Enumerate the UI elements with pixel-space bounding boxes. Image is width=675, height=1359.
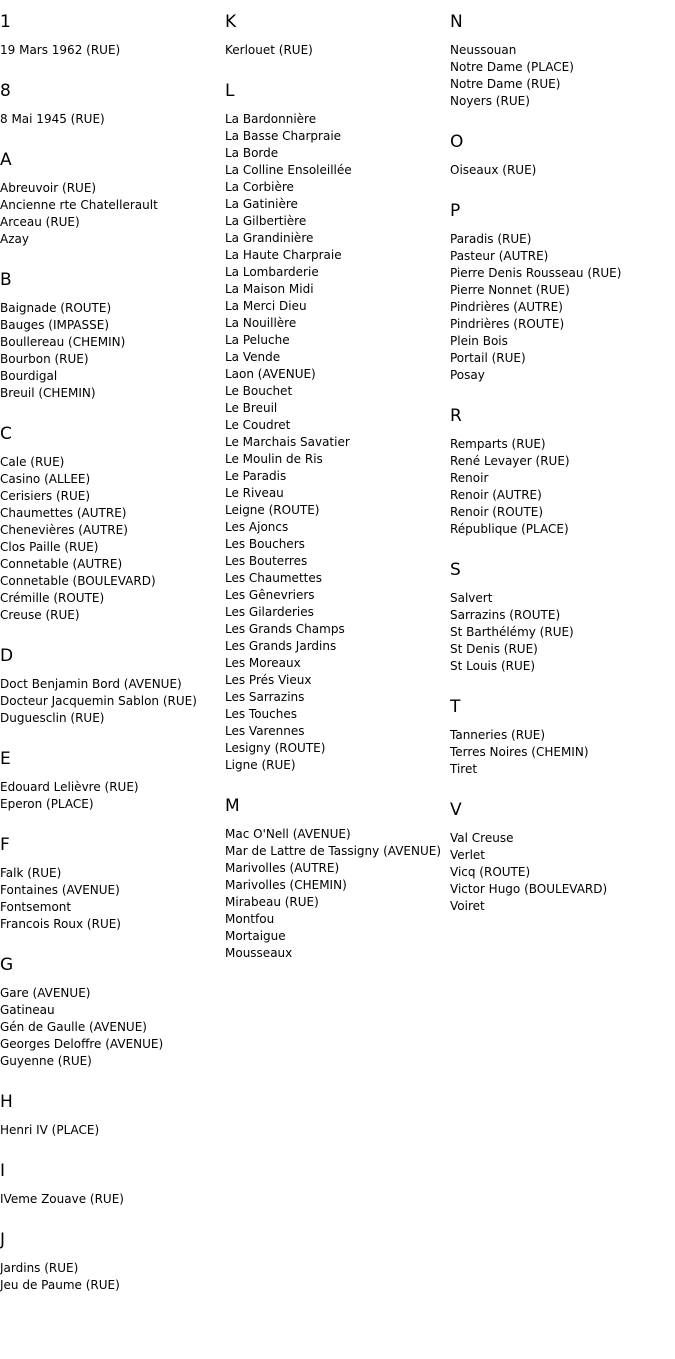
letter-group [0,81,225,128]
street-link[interactable]: Arceau (RUE) [0,215,80,229]
street-link[interactable]: Marivolles (CHEMIN) [225,878,347,892]
street-link[interactable]: Remparts (RUE) [450,437,546,451]
street-link[interactable]: Le Riveau [225,486,284,500]
street-link[interactable]: Gén de Gaulle (AVENUE) [0,1020,147,1034]
letter-group [0,150,225,248]
street-link[interactable]: Les Chaumettes [225,571,322,585]
street-link[interactable]: Posay [450,368,485,382]
letter-group [225,12,450,59]
street-list [0,111,225,128]
letter-group [450,406,675,538]
street-link[interactable]: Tanneries (RUE) [450,728,546,742]
street-list [450,590,675,675]
street-link[interactable]: La Bardonnière [225,112,317,126]
street-index-column-3 [450,0,675,937]
street-link[interactable]: Mar de Lattre de Tassigny (AVENUE) [225,844,442,858]
street-link[interactable]: Fontsemont [0,900,72,914]
street-link[interactable]: Docteur Jacquemin Sablon (RUE) [0,694,197,708]
street-link[interactable]: Breuil (CHEMIN) [0,386,96,400]
street-link[interactable]: Pasteur (AUTRE) [450,249,549,263]
letter-group [450,12,675,110]
street-link[interactable]: Kerlouet (RUE) [225,43,313,57]
street-link[interactable]: La Gatinière [225,197,298,211]
letter-group [450,800,675,915]
street-list [450,162,675,179]
street-link[interactable]: Verlet [450,848,486,862]
letter-group [0,1161,225,1208]
street-list [0,180,225,248]
street-link[interactable]: Edouard Lelièvre (RUE) [0,780,139,794]
street-link[interactable]: Noyers (RUE) [450,94,530,108]
street-link[interactable]: La Peluche [225,333,290,347]
letter-heading: F [0,835,10,855]
street-link[interactable]: Les Ajoncs [225,520,289,534]
street-list [0,676,225,727]
letter-heading: L [225,81,235,101]
street-link[interactable]: Ligne (RUE) [225,758,296,772]
street-link[interactable]: Pierre Denis Rousseau (RUE) [450,266,622,280]
street-list [0,1122,225,1139]
street-link[interactable]: Bourdigal [0,369,58,383]
street-link[interactable]: Voiret [450,899,485,913]
letter-group [0,955,225,1070]
letter-heading: N [450,12,463,32]
letter-group [0,1230,225,1294]
street-link[interactable]: La Gilbertière [225,214,307,228]
street-link[interactable]: Les Sarrazins [225,690,305,704]
street-link[interactable]: La Merci Dieu [225,299,307,313]
letter-group [450,697,675,778]
street-link[interactable]: Doct Benjamin Bord (AVENUE) [0,677,182,691]
street-link[interactable]: Victor Hugo (BOULEVARD) [450,882,608,896]
street-link[interactable]: Neussouan [450,43,517,57]
letter-group [0,270,225,402]
letter-heading: K [225,12,237,32]
street-link[interactable]: Pindrières (AUTRE) [450,300,563,314]
street-link[interactable]: 8 Mai 1945 (RUE) [0,112,105,126]
street-link[interactable]: 19 Mars 1962 (RUE) [0,43,121,57]
street-link[interactable]: Laon (AVENUE) [225,367,316,381]
letter-heading: J [0,1230,6,1250]
street-link[interactable]: Azay [0,232,29,246]
street-link[interactable]: Les Gênevriers [225,588,315,602]
letter-heading: O [450,132,464,152]
street-link[interactable]: Les Prés Vieux [225,673,312,687]
street-link[interactable]: Portail (RUE) [450,351,526,365]
letter-heading: D [0,646,14,666]
street-index-column-2 [225,0,450,984]
letter-heading: S [450,560,461,580]
street-link[interactable]: Cerisiers (RUE) [0,489,91,503]
street-link[interactable]: Guyenne (RUE) [0,1054,92,1068]
street-list [450,436,675,538]
street-list [0,454,225,624]
street-list [225,111,450,774]
street-link[interactable]: Clos Paille (RUE) [0,540,99,554]
street-list [0,42,225,59]
street-link[interactable]: La Lombarderie [225,265,319,279]
street-link[interactable]: Crémille (ROUTE) [0,591,105,605]
street-link[interactable]: Mousseaux [225,946,293,960]
street-link[interactable]: Oiseaux (RUE) [450,163,537,177]
street-link[interactable]: Le Bouchet [225,384,293,398]
street-link[interactable]: Henri IV (PLACE) [0,1123,100,1137]
street-link[interactable]: Les Touches [225,707,297,721]
street-list [450,727,675,778]
street-link[interactable]: Jardins (RUE) [0,1261,79,1275]
street-index-column-1 [0,0,225,1316]
street-link[interactable]: Terres Noires (CHEMIN) [450,745,589,759]
street-link[interactable]: Notre Dame (PLACE) [450,60,574,74]
street-link[interactable]: La Borde [225,146,279,160]
street-link[interactable]: Montfou [225,912,275,926]
street-link[interactable]: Tiret [450,762,478,776]
letter-group [0,424,225,624]
street-link[interactable]: Mortaigue [225,929,286,943]
letter-heading: R [450,406,462,426]
street-link[interactable]: Pierre Nonnet (RUE) [450,283,570,297]
letter-group [450,132,675,179]
street-link[interactable]: Baignade (ROUTE) [0,301,112,315]
street-link[interactable]: Bourbon (RUE) [0,352,89,366]
street-link[interactable]: Eperon (PLACE) [0,797,94,811]
street-list [450,42,675,110]
street-link[interactable]: Paradis (RUE) [450,232,532,246]
street-link[interactable]: Creuse (RUE) [0,608,80,622]
street-link[interactable]: Francois Roux (RUE) [0,917,121,931]
letter-group [0,1092,225,1139]
street-link[interactable]: Les Grands Jardins [225,639,337,653]
letter-group [0,646,225,727]
street-link[interactable]: La Maison Midi [225,282,314,296]
street-link[interactable]: Abreuvoir (RUE) [0,181,97,195]
street-link[interactable]: La Grandinière [225,231,314,245]
street-list [0,985,225,1070]
letter-group [0,835,225,933]
street-link[interactable]: La Vende [225,350,281,364]
street-link[interactable]: Les Varennes [225,724,305,738]
street-link[interactable]: Bauges (IMPASSE) [0,318,110,332]
letter-group [0,12,225,59]
street-link[interactable]: Gare (AVENUE) [0,986,91,1000]
letter-heading: I [0,1161,6,1181]
letter-heading: P [450,201,461,221]
street-list [0,779,225,813]
street-link[interactable]: St Barthélémy (RUE) [450,625,574,639]
letter-heading: M [225,796,240,816]
street-link[interactable]: St Louis (RUE) [450,659,536,673]
street-link[interactable]: Falk (RUE) [0,866,62,880]
street-link[interactable]: Plein Bois [450,334,508,348]
street-list [225,826,450,962]
street-link[interactable]: Sarrazins (ROUTE) [450,608,561,622]
street-link[interactable]: Jeu de Paume (RUE) [0,1278,120,1292]
street-link[interactable]: Le Moulin de Ris [225,452,323,466]
street-link[interactable]: Pindrières (ROUTE) [450,317,565,331]
letter-heading: A [0,150,12,170]
street-link[interactable]: Val Creuse [450,831,514,845]
street-link[interactable]: Lesigny (ROUTE) [225,741,326,755]
street-link[interactable]: Les Bouchers [225,537,305,551]
street-link[interactable]: Duguesclin (RUE) [0,711,105,725]
street-link[interactable]: IVeme Zouave (RUE) [0,1192,124,1206]
street-link[interactable]: Casino (ALLEE) [0,472,91,486]
street-link[interactable]: Georges Deloffre (AVENUE) [0,1037,164,1051]
street-link[interactable]: Les Grands Champs [225,622,345,636]
street-link[interactable]: La Corbière [225,180,294,194]
letter-heading: H [0,1092,13,1112]
street-link[interactable]: Renoir [450,471,489,485]
street-link[interactable]: La Basse Charpraie [225,129,342,143]
letter-heading: G [0,955,14,975]
street-link[interactable]: Mirabeau (RUE) [225,895,319,909]
street-list [0,300,225,402]
street-link[interactable]: Chenevières (AUTRE) [0,523,128,537]
letter-heading: B [0,270,12,290]
letter-group [225,796,450,962]
street-link[interactable]: Notre Dame (RUE) [450,77,561,91]
letter-heading: T [450,697,461,717]
letter-heading: 8 [0,81,11,101]
street-link[interactable]: Boullereau (CHEMIN) [0,335,126,349]
street-link[interactable]: Le Paradis [225,469,287,483]
letter-group [0,749,225,813]
street-link[interactable]: Ancienne rte Chatellerault [0,198,158,212]
letter-group [225,81,450,774]
street-link[interactable]: Marivolles (AUTRE) [225,861,340,875]
street-link[interactable]: Le Marchais Savatier [225,435,350,449]
street-list [0,1191,225,1208]
street-link[interactable]: René Levayer (RUE) [450,454,570,468]
letter-heading: E [0,749,11,769]
street-link[interactable]: République (PLACE) [450,522,569,536]
street-link[interactable]: Les Bouterres [225,554,308,568]
street-link[interactable]: Renoir (AUTRE) [450,488,542,502]
street-link[interactable]: Salvert [450,591,493,605]
street-link[interactable]: Le Coudret [225,418,291,432]
street-link[interactable]: La Nouillère [225,316,297,330]
street-link[interactable]: La Haute Charpraie [225,248,342,262]
street-link[interactable]: La Colline Ensoleillée [225,163,352,177]
street-link[interactable]: Fontaines (AVENUE) [0,883,120,897]
letter-heading: V [450,800,462,820]
street-link[interactable]: Les Moreaux [225,656,301,670]
street-link[interactable]: Connetable (BOULEVARD) [0,574,156,588]
street-list [225,42,450,59]
street-link[interactable]: Le Breuil [225,401,278,415]
street-link[interactable]: Renoir (ROUTE) [450,505,544,519]
street-link[interactable]: Connetable (AUTRE) [0,557,123,571]
letter-group [450,560,675,675]
street-list [450,830,675,915]
street-link[interactable]: Mac O'Nell (AVENUE) [225,827,351,841]
street-list [450,231,675,384]
street-link[interactable]: Cale (RUE) [0,455,65,469]
street-link[interactable]: Les Gilarderies [225,605,314,619]
street-link[interactable]: Chaumettes (AUTRE) [0,506,127,520]
letter-heading: C [0,424,12,444]
street-list [0,865,225,933]
street-link[interactable]: Gatineau [0,1003,55,1017]
street-link[interactable]: Vicq (ROUTE) [450,865,531,879]
street-link[interactable]: St Denis (RUE) [450,642,538,656]
street-list [0,1260,225,1294]
street-link[interactable]: Leigne (ROUTE) [225,503,320,517]
letter-group [450,201,675,384]
letter-heading: 1 [0,12,11,32]
